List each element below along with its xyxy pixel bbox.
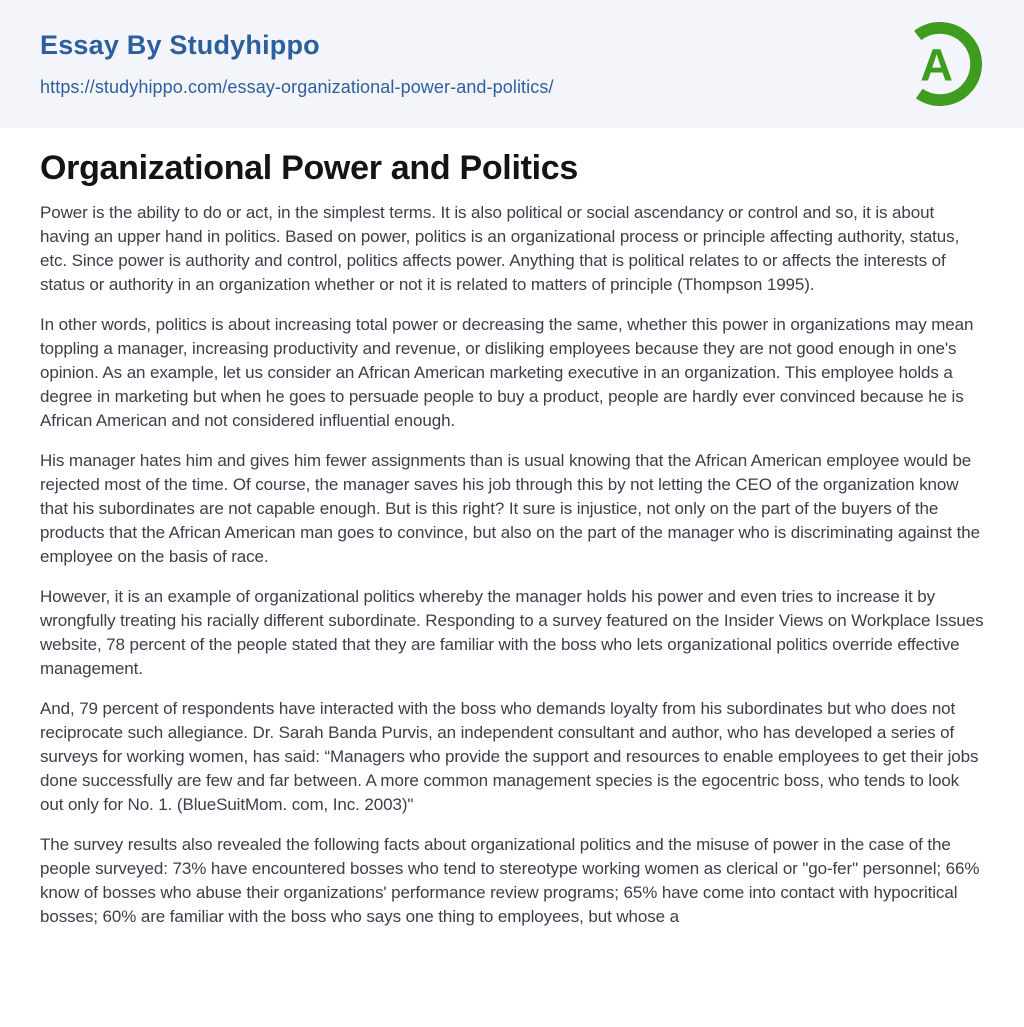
- article-paragraph: The survey results also revealed the following facts about organizational politics and the misuse of power in the case of the people surveyed: 73% have encountered bosses who tend to stereotype working women as clerical or "go-fer" personnel; 66% know of bosses who abuse their organizations' performance review programs; 65% have come into contact with hypocritical bosses; 60% are familiar with the boss who says one thing to employees, but whose a: [40, 835, 980, 926]
- studyhippo-logo-icon: [898, 22, 982, 106]
- article-paragraph: His manager hates him and gives him fewer assignments than is usual knowing that the African American employee would be rejected most of the time. Of course, the manager saves his job through this by not letting the CEO of the organization know that his subordinates are not capable enough. But is this right? It sure is injustice, not only on the part of the buyers of the products that the African American man goes to convince, but also on the part of the manager who is discriminating against the employee on the basis of race.: [40, 451, 980, 566]
- header-text-block: [40, 30, 554, 98]
- article-body: [40, 201, 985, 929]
- essay-url-link[interactable]: https://studyhippo.com/essay-organizational-power-and-politics/: [40, 77, 554, 97]
- article-paragraph: In other words, politics is about increasing total power or decreasing the same, whether this power in organizations may mean toppling a manager, increasing productivity and revenue, or disliking employees because they are not good enough in one's opinion. As an example, let us consider an African American marketing executive in an organization. This employee holds a degree in marketing but when he goes to persuade people to buy a product, people are hardly ever convinced because he is African American and not considered influential enough.: [40, 315, 974, 430]
- article-paragraph: However, it is an example of organizational politics whereby the manager holds his power and even tries to increase it by wrongfully treating his racially different subordinate. Responding to a survey featured on the Insider Views on Workplace Issues website, 78 percent of the people stated that they are familiar with the boss who lets organizational politics override effective management.: [40, 587, 984, 678]
- page-header: [0, 0, 1024, 128]
- article-title: Organizational Power and Politics: [40, 149, 578, 187]
- essay-content: [0, 149, 1024, 929]
- article-paragraph: Power is the ability to do or act, in the simplest terms. It is also political or social ascendancy or control and so, it is about having an upper hand in politics. Based on power, politics is an organizational process or principle affecting authority, status, etc. Since power is authority and control, politics affects power. Anything that is political relates to or affects the interests of status or authority in an organization whether or not it is related to matters of principle (Thompson 1995).: [40, 203, 960, 294]
- logo-letter: A: [920, 39, 954, 91]
- article-paragraph: And, 79 percent of respondents have interacted with the boss who demands loyalty from his subordinates but who does not reciprocate such allegiance. Dr. Sarah Banda Purvis, an independent consultant and author, who has developed a series of surveys for working women, has said: “Managers who provide the support and resources to enable employees to get their jobs done successfully are few and far between. A more common management species is the egocentric boss, who tends to look out only for No. 1. (BlueSuitMom. com, Inc. 2003)": [40, 699, 979, 814]
- site-title: Essay By Studyhippo: [40, 30, 320, 60]
